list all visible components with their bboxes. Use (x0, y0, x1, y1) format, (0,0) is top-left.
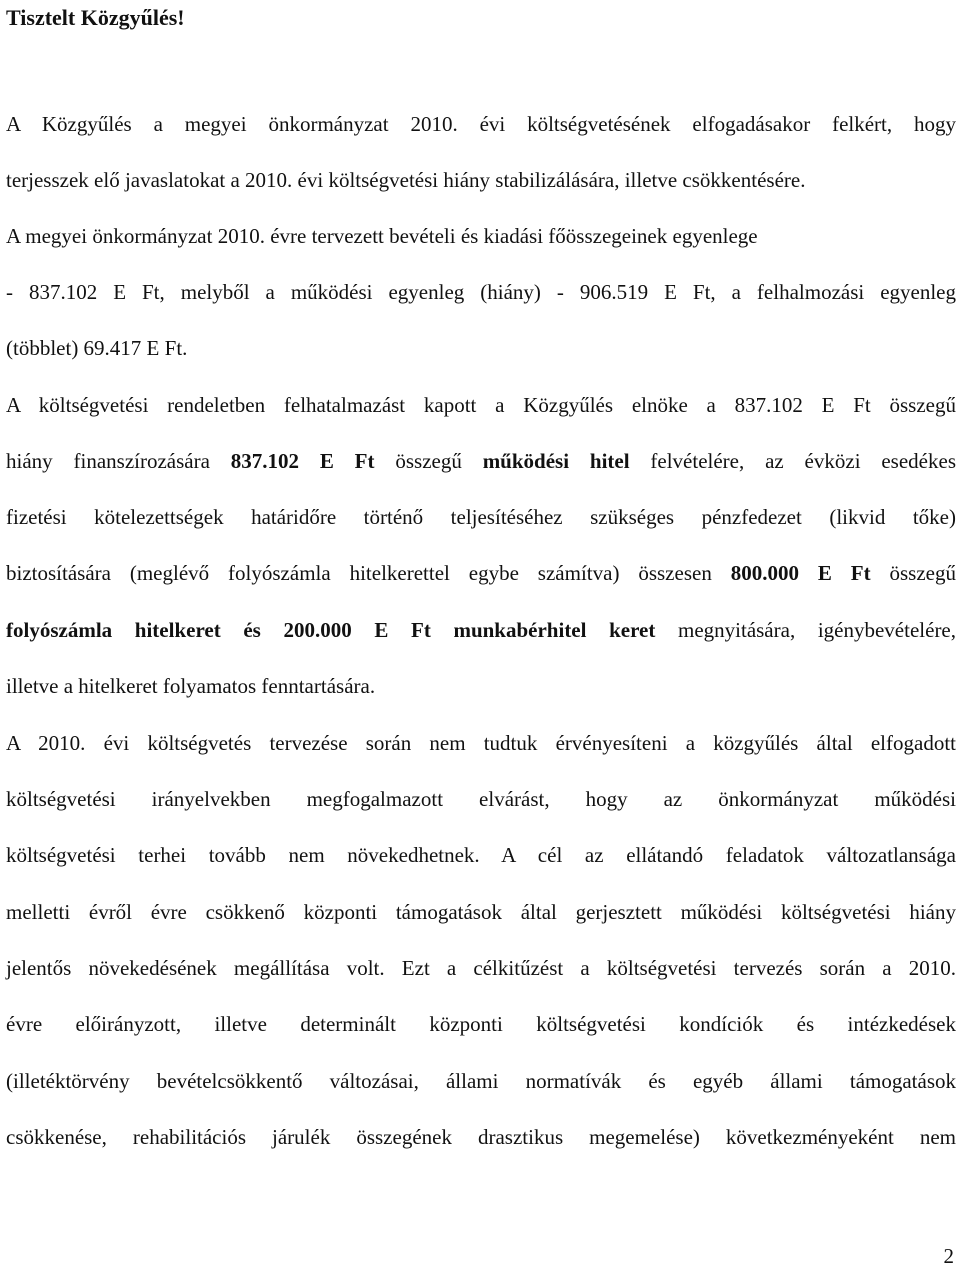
text-line: jelentős növekedésének megállítása volt. Ezt a célkitűzést a költségvetési tervezés során a 2010. (6, 956, 956, 980)
text-line: fizetési kötelezettségek határidőre történő teljesítéséhez szükséges pénzfedezet (likvid tőke) (6, 505, 956, 529)
text-line: illetve a hitelkeret folyamatos fenntartására. (6, 674, 376, 698)
document-heading: Tisztelt Közgyűlés! (6, 5, 185, 30)
text-line: - 837.102 E Ft, melyből a működési egyenleg (hiány) - 906.519 E Ft, a felhalmozási egyenleg (6, 280, 956, 304)
text-line: melletti évről évre csökkenő központi támogatások által gerjesztett működési költségvetési hiány (6, 900, 956, 924)
text-line: (többlet) 69.417 E Ft. (6, 336, 188, 360)
text-run: biztosítására (meglévő folyószámla hitelkerettel egybe számítva) összesen (6, 561, 731, 585)
text-line (6, 615, 956, 645)
text-run-bold: 800.000 E Ft (730, 561, 871, 585)
text-line: A Közgyűlés a megyei önkormányzat 2010. évi költségvetésének elfogadásakor felkért, hogy (6, 112, 956, 136)
text-line: A megyei önkormányzat 2010. évre tervezett bevételi és kiadási főösszegeinek egyenlege (6, 224, 758, 248)
text-run: hiány finanszírozására (6, 449, 231, 473)
text-line: A költségvetési rendeletben felhatalmazást kapott a Közgyűlés elnöke a 837.102 E Ft összegű (6, 393, 956, 417)
text-line (6, 558, 956, 588)
page-number: 2 (943, 1244, 954, 1268)
text-line: terjesszek elő javaslatokat a 2010. évi költségvetési hiány stabilizálására, illetve csökkentésére. (6, 168, 806, 192)
text-run: felvételére, az évközi esedékes (629, 449, 956, 473)
text-run-bold: folyószámla hitelkeret és 200.000 E Ft munkabérhitel keret (6, 618, 656, 642)
text-run: összegű (374, 449, 483, 473)
text-line: költségvetési terhei tovább nem növekedhetnek. A cél az ellátandó feladatok változatlansága (6, 843, 956, 867)
text-line (6, 446, 956, 476)
text-run-bold: működési hitel (482, 449, 630, 473)
text-run: összegű (870, 561, 956, 585)
text-line: csökkenése, rehabilitációs járulék összegének drasztikus megemelése) következményeként nem (6, 1125, 956, 1149)
text-line: A 2010. évi költségvetés tervezése során nem tudtuk érvényesíteni a közgyűlés által elfogadott (6, 731, 956, 755)
text-run: megnyitására, igénybevételére, (655, 618, 957, 642)
text-run-bold: 837.102 E Ft (230, 449, 375, 473)
text-line: évre előirányzott, illetve determinált központi költségvetési kondíciók és intézkedések (6, 1012, 956, 1036)
text-line: (illetéktörvény bevételcsökkentő változásai, állami normatívák és egyéb állami támogatások (6, 1069, 956, 1093)
text-line: költségvetési irányelvekben megfogalmazott elvárást, hogy az önkormányzat működési (6, 787, 956, 811)
